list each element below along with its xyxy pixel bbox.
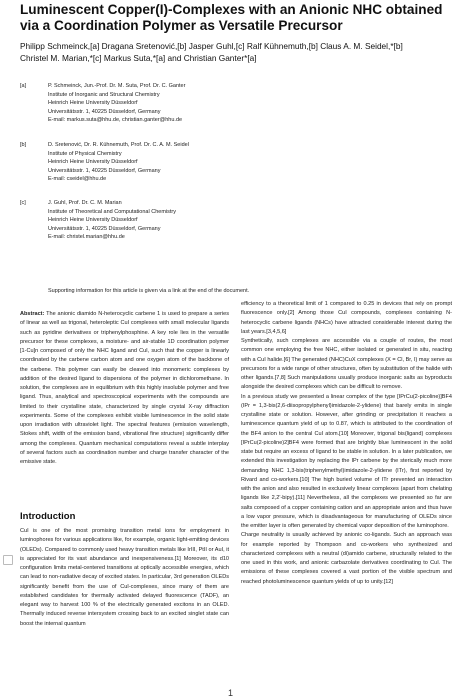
abstract — [20, 310, 229, 467]
affiliation-line: J. Guhl, Prof. Dr. C. M. Marian — [48, 200, 122, 206]
affiliation-line: Heinrich Heine University Düsseldorf — [48, 159, 138, 166]
affiliation-line: Universitätsstr. 1, 40225 Düsseldorf, Germany — [48, 167, 161, 174]
paragraph: efficiency to a theoretical limit of 1 compared to 0.25 in devices that rely on prompt fluorescence only.[2] Among those CuI compounds, complexes containing N-heterocyclic carbene ligands (NHCs) have attracted considerable interest during the last years.[3,4,5,6] — [241, 301, 452, 335]
paragraph: Synthetically, such complexes are accessible via a couple of routes, the most common one employing the free NHC, either isolated or generated in situ, reacting with a CuI halide.[6] The generated (NHC)CuX complexes (X = Cl, Br, I) may serve as precursors for a wide range of other structures, often by substitution of the halide with other ligands.[7,8] Such manipulations usually produce inorganic salts as byproducts alongside the desired complexes which can be difficult to remove. — [241, 338, 452, 391]
affiliation-label: [a] — [20, 83, 27, 89]
affiliation-line: Institute of Theoretical and Computational Chemistry — [48, 208, 176, 215]
abstract-label: Abstract: — [20, 311, 45, 317]
affiliation-line: Institute of Physical Chemistry — [48, 150, 122, 157]
supporting-info-note: Supporting information for this article is given via a link at the end of the document. — [48, 288, 250, 294]
margin-marker-icon — [3, 555, 13, 565]
paper-title — [20, 2, 450, 34]
affiliation-label: [b] — [20, 142, 27, 148]
affiliation-line: P. Schmeinck, Jun.-Prof. Dr. M. Suta, Prof. Dr. C. Ganter — [48, 83, 186, 89]
affiliation-email[interactable]: E-mail: markus.suta@hhu.de, christian.ganter@hhu.de — [48, 117, 183, 124]
affiliation-line: Universitätsstr. 1, 40225 Düsseldorf, Germany — [48, 108, 161, 115]
affiliation-email[interactable]: E-mail: cseidel@hhu.de — [48, 176, 107, 183]
affiliation-line: Heinrich Heine University Düsseldorf — [48, 100, 138, 107]
abstract-text: The anionic diamido N-heterocyclic carbene 1 is used to prepare a series of linear as well as trigonal, heteroleptic CuI complexes with small molecular ligands such as pyridine derivatives or triphenylphosphine. A key role lies in the versatile precursor for these complexes, a moisture- and air-stable 1D coordination polymer [1-Cu]n composed of only the NHC ligand and CuI, such that the copper is linearly coordinated by the carbene carbon atom and one oxygen atom of the backbone of the carbene. This polymer can easily be cleaved into monomeric complexes by addition of the desired ligand to dispersions of the polymer in dichloromethane. In solution, the complexes are in equilibrium with this highly insoluble polymer and free ligand. Thus, analytical and spectroscopical experiments with the compounds are limited to their crystalline state, characterized by single crystal X-ray diffraction experiments. Some of the complexes exhibit visible luminescence in the solid state upon irradiation with ultraviolet light. The spectral features (emission wavelength, Stokes shift, width of the emission band, vibrational fine structure) significantly differ among the complexes. Quantum mechanical computations reveal a subtle interplay of several factors such as coordination number and charge transfer character of the emissive state. — [20, 311, 229, 465]
paragraph: In a previous study we presented a linear complex of the type [IPrCu(2-picoline)]BF4 (IPr = 1,3-bis(2,6-diisopropylphenyl)imidazole-2-ylidene) that barely emits in single crystalline state or solution. However, after grinding or precipitation it reaches a luminescence quantum yield of up to 0.87, which is attributed to the coordination of the BF4 anion to the central CuI atom.[10] Moreover, trigonal bis(ligand) complexes [IPrCu(2-picoline)2]BF4 were formed that are brightly blue luminescent in the solid state but require an excess of ligand to be stable in solution. In a later publication, we extended this investigation by replacing the IPr carbene by the sterically much more demanding NHC 1,3-bis(triphenylmethyl)imidazole-2-ylidene (ITr), first reported by Rivard and co-workers.[10] The high buried volume of ITr prevented an interaction with the anion and also resulted in exclusively linear complexes (apart from chelating ligands like 2,2'-bipy).[11] Nevertheless, all the complexes we presented so far are salts composed of a copper containing cation and an appropriate anion and thus have a low vapor pressure, which is disadvantageous for manufacturing of OLEDs since the emitter layer is often generated by chemical vapor deposition of the luminophore. — [241, 393, 452, 529]
right-column — [241, 300, 452, 587]
authors-line-1: Philipp Schmeinck,[a] Dragana Sretenović,[b] Jasper Guhl,[c] Ralf Kühnemuth,[b] Claus A. M. Seidel,*[b] — [20, 41, 403, 51]
affiliation-line: Universitätsstr. 1, 40225 Düsseldorf, Germany — [48, 225, 161, 232]
affiliation-a — [20, 82, 440, 130]
title-line-1: Luminescent Copper(I)-Complexes with an Anionic NHC obtained — [20, 2, 443, 17]
page-number: 1 — [228, 688, 234, 698]
affiliation-b — [20, 141, 440, 189]
affiliation-line: Institute of Inorganic and Structural Chemistry — [48, 91, 160, 98]
paragraph: CuI is one of the most promising transition metal ions for employment in luminophores for various applications like, for example, organic light-emitting devices (OLEDs). Compared to commonly used heavy transition metals like IrIII, PtII or AuI, it is appreciated for its vast abundance and inexpensiveness.[1] Moreover, its d10 configuration limits metal-centered transitions at optically accessible energies, which can lead to non-radiative decay of excited states. In particular, 3rd generation OLEDs significantly benefit from the use of CuI-complexes, since many of them are established candidates for thermally activated delayed fluorescence (TADF), an elegant way to harvest 100 % of the electrically generated excitons in an OLED. Thermally induced reverse intersystem crossing back to an excited singlet state can boost the internal quantum — [20, 528, 229, 627]
author-list — [20, 40, 450, 64]
affiliation-line: D. Sretenović, Dr. R. Kühnemuth, Prof. Dr. C. A. M. Seidel — [48, 142, 189, 148]
authors-line-2: Christel M. Marian,*[c] Markus Suta,*[a] and Christian Ganter*[a] — [20, 53, 257, 63]
introduction-text — [20, 527, 229, 629]
affiliation-email[interactable]: E-mail: christel.marian@hhu.de — [48, 234, 125, 241]
affiliation-line: Heinrich Heine University Düsseldorf — [48, 217, 138, 224]
paragraph: Charge neutrality is usually achieved by anionic co-ligands. Such an approach was for example reported by Thompson and co-workers who synthesized and characterized complexes with a neutral (di)amido carbene, structurally related to the one used in this work, and anionic carbazolate derivatives coordinating to CuI. The emissions of these complexes covered a vast portion of the visible spectrum and reached photoluminescence quantum yields of up to unity.[12] — [241, 532, 452, 585]
title-line-2: via a Coordination Polymer as Versatile Precursor — [20, 18, 343, 33]
affiliation-label: [c] — [20, 200, 26, 206]
affiliation-c — [20, 199, 440, 247]
section-heading-introduction: Introduction — [20, 511, 76, 522]
